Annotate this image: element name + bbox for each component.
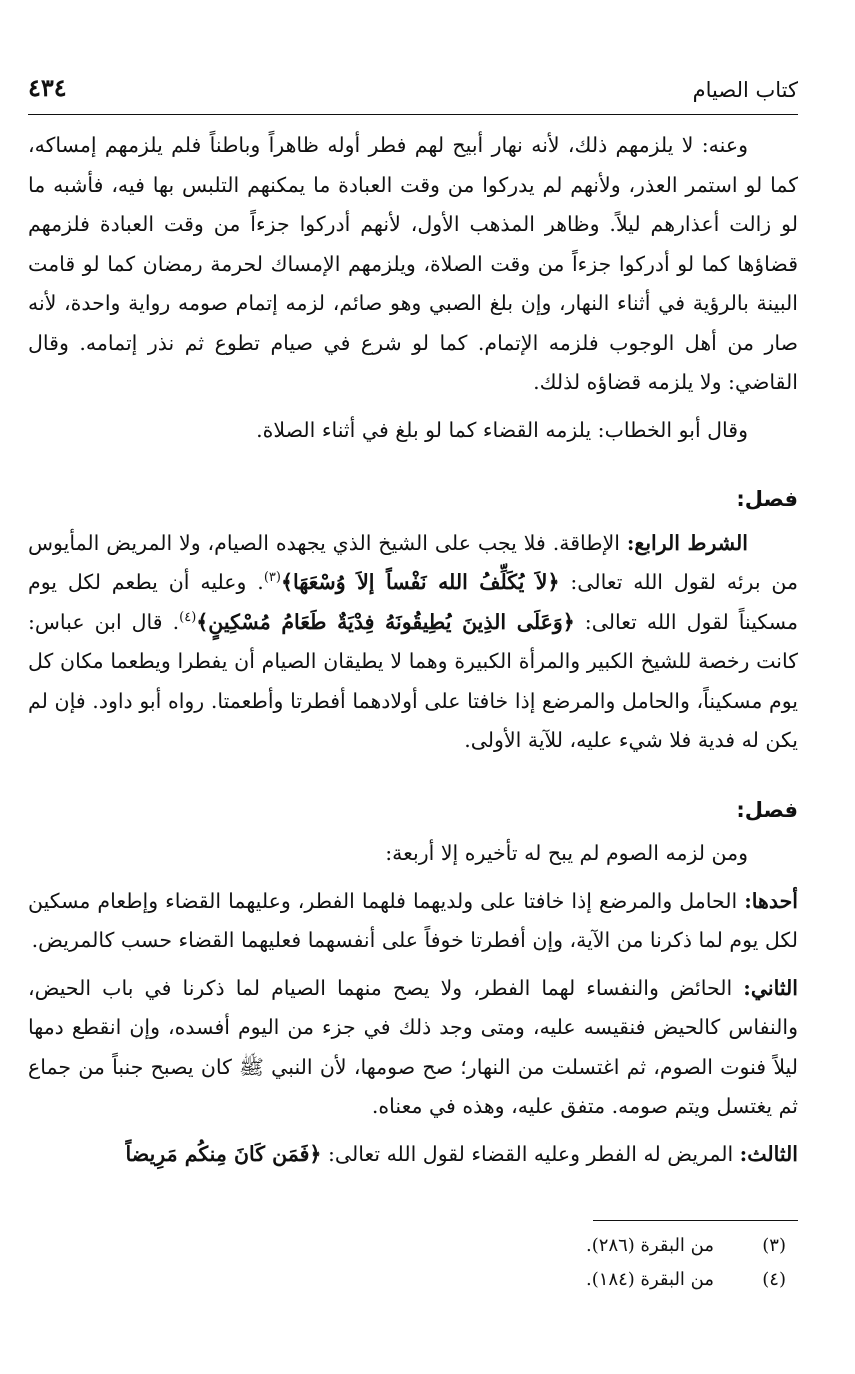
- paragraph-6-text: الحائض والنفساء لهما الفطر، ولا يصح منهما الصيام لما ذكرنا في باب الحيض، والنفاس كالحيض فنقيسه عليه، ومتى وجد ذلك في جزء من اليوم أفسده، وإن انقطع دمها ليلاً فنوت الصوم، ثم اغتسلت من النهار؛ صح صومها، لأن النبي ﷺ كان يصبح جنباً من جماع ثم يغتسل ويتم صومه. متفق عليه، وهذه في معناه.: [28, 975, 798, 1118]
- paragraph-5: [28, 882, 798, 961]
- page-header: [28, 62, 798, 102]
- paragraph-7: [28, 1135, 798, 1175]
- footnote-4: [28, 1263, 798, 1297]
- section-heading-2: فصل:: [736, 797, 798, 822]
- paragraph-7-text: المريض له الفطر وعليه القضاء لقول الله تعالى:: [321, 1141, 740, 1166]
- footnote-4-text: من البقرة (١٨٤).: [586, 1269, 714, 1290]
- quran-verse-1: ﴿لاَ يُكَلِّفُ الله نَفْساً إلاَ وُسْعَهَا﴾: [280, 570, 560, 594]
- header-rule: [28, 114, 798, 115]
- paragraph-6: [28, 969, 798, 1127]
- section-heading-1: فصل:: [736, 487, 798, 511]
- paragraph-2: وقال أبو الخطاب: يلزمه القضاء كما لو بلغ في أثناء الصلاة.: [256, 417, 748, 442]
- paragraph-7-lead: الثالث:: [739, 1141, 798, 1166]
- paragraph-6-lead: الثاني:: [743, 975, 798, 1000]
- paragraph-3: [28, 524, 798, 761]
- paragraph-5-text: الحامل والمرضع إذا خافتا على ولديهما فلهما الفطر، وعليهما القضاء وإطعام مسكين لكل يوم لما ذكرنا من الآية، وإن أفطرتا خوفاً على أنفسهما فعليهما القضاء حسب كالمريض.: [28, 888, 798, 952]
- paragraph-5-lead: أحدها:: [744, 888, 798, 913]
- paragraph-3-lead: الشرط الرابع:: [626, 530, 748, 555]
- body-text: [28, 126, 798, 1182]
- footnote-rule: [593, 1220, 798, 1221]
- page-number: ٤٣٤: [28, 73, 67, 102]
- paragraph-3-text-a: الإطاقة. فلا يجب على الشيخ الذي يجهده الصيام، ولا المريض المأيوس من برئه لقول الله تعالى:: [28, 530, 798, 594]
- footnote-ref-3: (٣): [263, 570, 281, 586]
- footnote-4-number: (٤): [762, 1269, 786, 1290]
- paragraph-3-text-b: . وعليه أن يطعم لكل يوم مسكيناً لقول الله تعالى:: [28, 570, 798, 634]
- book-title: كتاب الصيام: [692, 78, 798, 102]
- quran-verse-3: ﴿فَمَن كَانَ مِنكُم مَرِيضاً: [125, 1141, 322, 1166]
- footnote-3-text: من البقرة (٢٨٦).: [586, 1235, 714, 1256]
- footnote-3-number: (٣): [762, 1235, 786, 1256]
- paragraph-1: وعنه: لا يلزمهم ذلك، لأنه نهار أبيح لهم فطر أوله ظاهراً وباطناً فلم يلزمهم إمساكه، كما لو استمر العذر، ولأنهم لم يدركوا من وقت العبادة ما يمكنهم التلبس بها فيه، فأشبه ما لو زالت أعذارهم ليلاً. وظاهر المذهب الأول، لأنهم أدركوا جزءاً من وقت العبادة فلزمهم قضاؤها كما لو أدركوا جزءاً من وقت الصلاة، ويلزمهم الإمساك لحرمة رمضان كما لو قامت البينة بالرؤية في أثناء النهار، وإن بلغ الصبي وهو صائم، لزمه إتمام صومه رواية واحدة، لأنه صار من أهل الوجوب فلزمه الإتمام. كما لو شرع في صيام تطوع ثم نذر إتمامه. وقال القاضي: ولا يلزمه قضاؤه لذلك.: [28, 133, 798, 394]
- quran-verse-2: ﴿وَعَلَى الذِينَ يُطِيقُونَهُ فِدْيَةٌ طَعَامُ مُسْكِينٍ﴾: [196, 609, 575, 634]
- document-page: [28, 0, 798, 1374]
- paragraph-4: ومن لزمه الصوم لم يبح له تأخيره إلا أربعة:: [385, 841, 748, 865]
- footnote-ref-4: (٤): [179, 609, 197, 625]
- footnote-3: [28, 1229, 798, 1263]
- paragraph-3-text-c: . قال ابن عباس: كانت رخصة للشيخ الكبير والمرأة الكبيرة وهما لا يطيقان الصيام أن يفطرا ويطعما مكان كل يوم مسكيناً، والحامل والمرضع إذا خافتا على أولادهما أفطرتا وأطعمتا. رواه أبو داود. فإن لم يكن له فدية فلا شيء عليه، للآية الأولى.: [28, 609, 798, 752]
- footnotes: [28, 1220, 798, 1297]
